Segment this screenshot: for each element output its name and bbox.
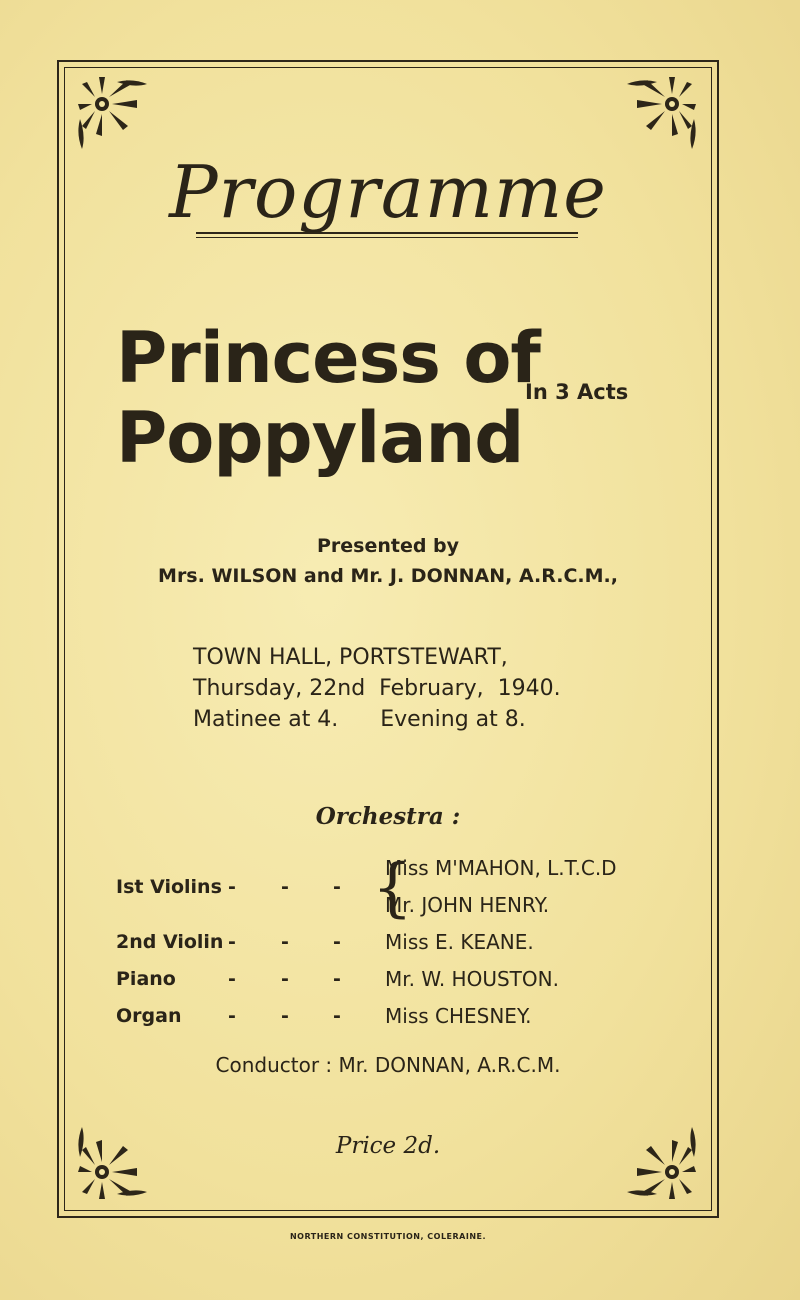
event-details (193, 642, 561, 735)
conductor: Conductor : Mr. DONNAN, A.R.C.M. (215, 1053, 561, 1077)
dash: - (228, 1005, 236, 1027)
show-title-line-1: Princess of (116, 317, 540, 399)
venue: TOWN HALL, PORTSTEWART, (193, 645, 508, 670)
title-underline (196, 232, 578, 238)
instrument-label: 2nd Violin (116, 931, 224, 953)
instrument-label: Ist Violins (116, 876, 222, 898)
instrument-label: Piano (116, 968, 176, 990)
dash: - (281, 931, 289, 953)
dash: - (281, 876, 289, 898)
dash: - (333, 931, 341, 953)
player-name: Mr. JOHN HENRY. (385, 893, 550, 917)
printer-imprint: NORTHERN CONSTITUTION, COLERAINE. (289, 1232, 487, 1241)
show-title-line-2: Poppyland (116, 397, 524, 479)
dash: - (333, 876, 341, 898)
page-title: Programme (169, 150, 607, 234)
event-times: Matinee at 4. Evening at 8. (193, 707, 526, 732)
presenters: Mrs. WILSON and Mr. J. DONNAN, A.R.C.M., (158, 565, 618, 587)
brace: { (372, 851, 413, 925)
event-date: Thursday, 22nd February, 1940. (193, 676, 561, 701)
player-name: Miss CHESNEY. (385, 1004, 532, 1028)
dash: - (228, 876, 236, 898)
dash: - (333, 968, 341, 990)
player-name: Miss E. KEANE. (385, 930, 534, 954)
player-name: Miss M'MAHON, L.T.C.D (385, 856, 617, 880)
presented-by-label: Presented by (316, 535, 460, 557)
orchestra-heading: Orchestra : (315, 803, 461, 830)
dash: - (333, 1005, 341, 1027)
dash: - (228, 931, 236, 953)
dash: - (281, 1005, 289, 1027)
floral-corner-ornament-icon (622, 74, 702, 154)
player-name: Mr. W. HOUSTON. (385, 967, 559, 991)
acts-note: In 3 Acts (525, 380, 629, 404)
inner-border (64, 67, 712, 1211)
show-title (116, 318, 540, 478)
dash: - (281, 968, 289, 990)
instrument-label: Organ (116, 1005, 182, 1027)
floral-corner-ornament-icon (72, 74, 152, 154)
dash: - (228, 968, 236, 990)
price: Price 2d. (335, 1133, 441, 1159)
